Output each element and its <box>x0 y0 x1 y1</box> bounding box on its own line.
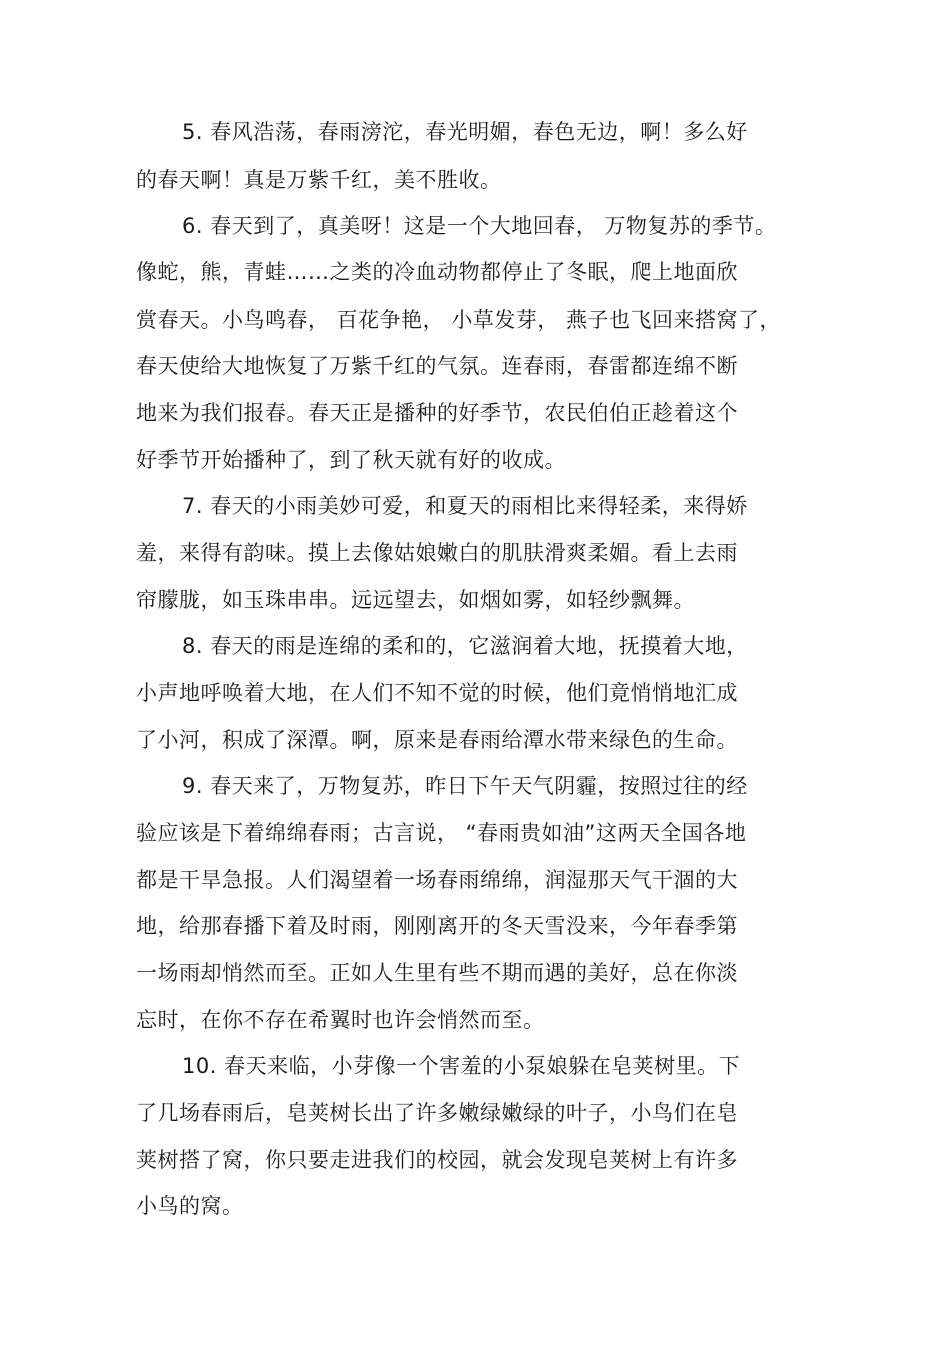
paragraph-6-line-5: 地来为我们报春。春天正是播种的好季节，农民伯伯正趁着这个 <box>136 401 738 425</box>
paragraph-8-line-1: 8. 春天的雨是连绵的柔和的，它滋润着大地，抚摸着大地， <box>182 634 748 658</box>
paragraph-8-line-3: 了小河，积成了深潭。啊，原来是春雨给潭水带来绿色的生命。 <box>136 728 738 752</box>
paragraph-6-line-2: 像蛇，熊，青蛙……之类的冷血动物都停止了冬眠，爬上地面欣 <box>136 260 738 284</box>
paragraph-9-line-3: 都是干旱急报。人们渴望着一场春雨绵绵，润湿那天气干涸的大 <box>136 868 738 892</box>
paragraph-10-line-2: 了几场春雨后，皂荚树长出了许多嫩绿嫩绿的叶子，小鸟们在皂 <box>136 1101 738 1125</box>
paragraph-10-line-1: 10. 春天来临，小芽像一个害羞的小泵娘躲在皂荚树里。下 <box>182 1054 741 1078</box>
paragraph-5-line-1: 5. 春风浩荡，春雨滂沱，春光明媚，春色无边，啊！多么好 <box>182 120 748 144</box>
paragraph-10-line-3: 荚树搭了窝，你只要走进我们的校园，就会发现皂荚树上有许多 <box>136 1148 738 1172</box>
paragraph-8-line-2: 小声地呼唤着大地，在人们不知不觉的时候，他们竟悄悄地汇成 <box>136 681 738 705</box>
paragraph-6-line-1: 6. 春天到了，真美呀！这是一个大地回春， 万物复苏的季节。 <box>182 214 777 238</box>
paragraph-9-line-6: 忘时，在你不存在希翼时也许会悄然而至。 <box>136 1008 545 1032</box>
paragraph-10-line-4: 小鸟的窝。 <box>136 1194 244 1218</box>
paragraph-7-line-1: 7. 春天的小雨美妙可爱，和夏天的雨相比来得轻柔，来得娇 <box>182 494 748 518</box>
paragraph-6-line-3: 赏春天。小鸟鸣春， 百花争艳， 小草发芽， 燕子也飞回来搭窝了， <box>136 308 782 332</box>
paragraph-9-line-4: 地，给那春播下着及时雨，刚刚离开的冬天雪没来，今年春季第 <box>136 914 738 938</box>
paragraph-9-line-1: 9. 春天来了，万物复苏，昨日下午天气阴霾，按照过往的经 <box>182 774 748 798</box>
paragraph-9-line-5: 一场雨却悄然而至。正如人生里有些不期而遇的美好，总在你淡 <box>136 961 738 985</box>
paragraph-9-line-2: 验应该是下着绵绵春雨；古言说， “春雨贵如油”这两天全国各地 <box>136 821 747 845</box>
paragraph-7-line-2: 羞，来得有韵味。摸上去像姑娘嫩白的肌肤滑爽柔媚。看上去雨 <box>136 541 738 565</box>
paragraph-5-line-2: 的春天啊！真是万紫千红，美不胜收。 <box>136 168 502 192</box>
paragraph-6-line-6: 好季节开始播种了，到了秋天就有好的收成。 <box>136 448 566 472</box>
paragraph-7-line-3: 帘朦胧，如玉珠串串。远远望去，如烟如雾，如轻纱飘舞。 <box>136 588 695 612</box>
paragraph-6-line-4: 春天使给大地恢复了万紫千红的气氛。连春雨，春雷都连绵不断 <box>136 354 738 378</box>
